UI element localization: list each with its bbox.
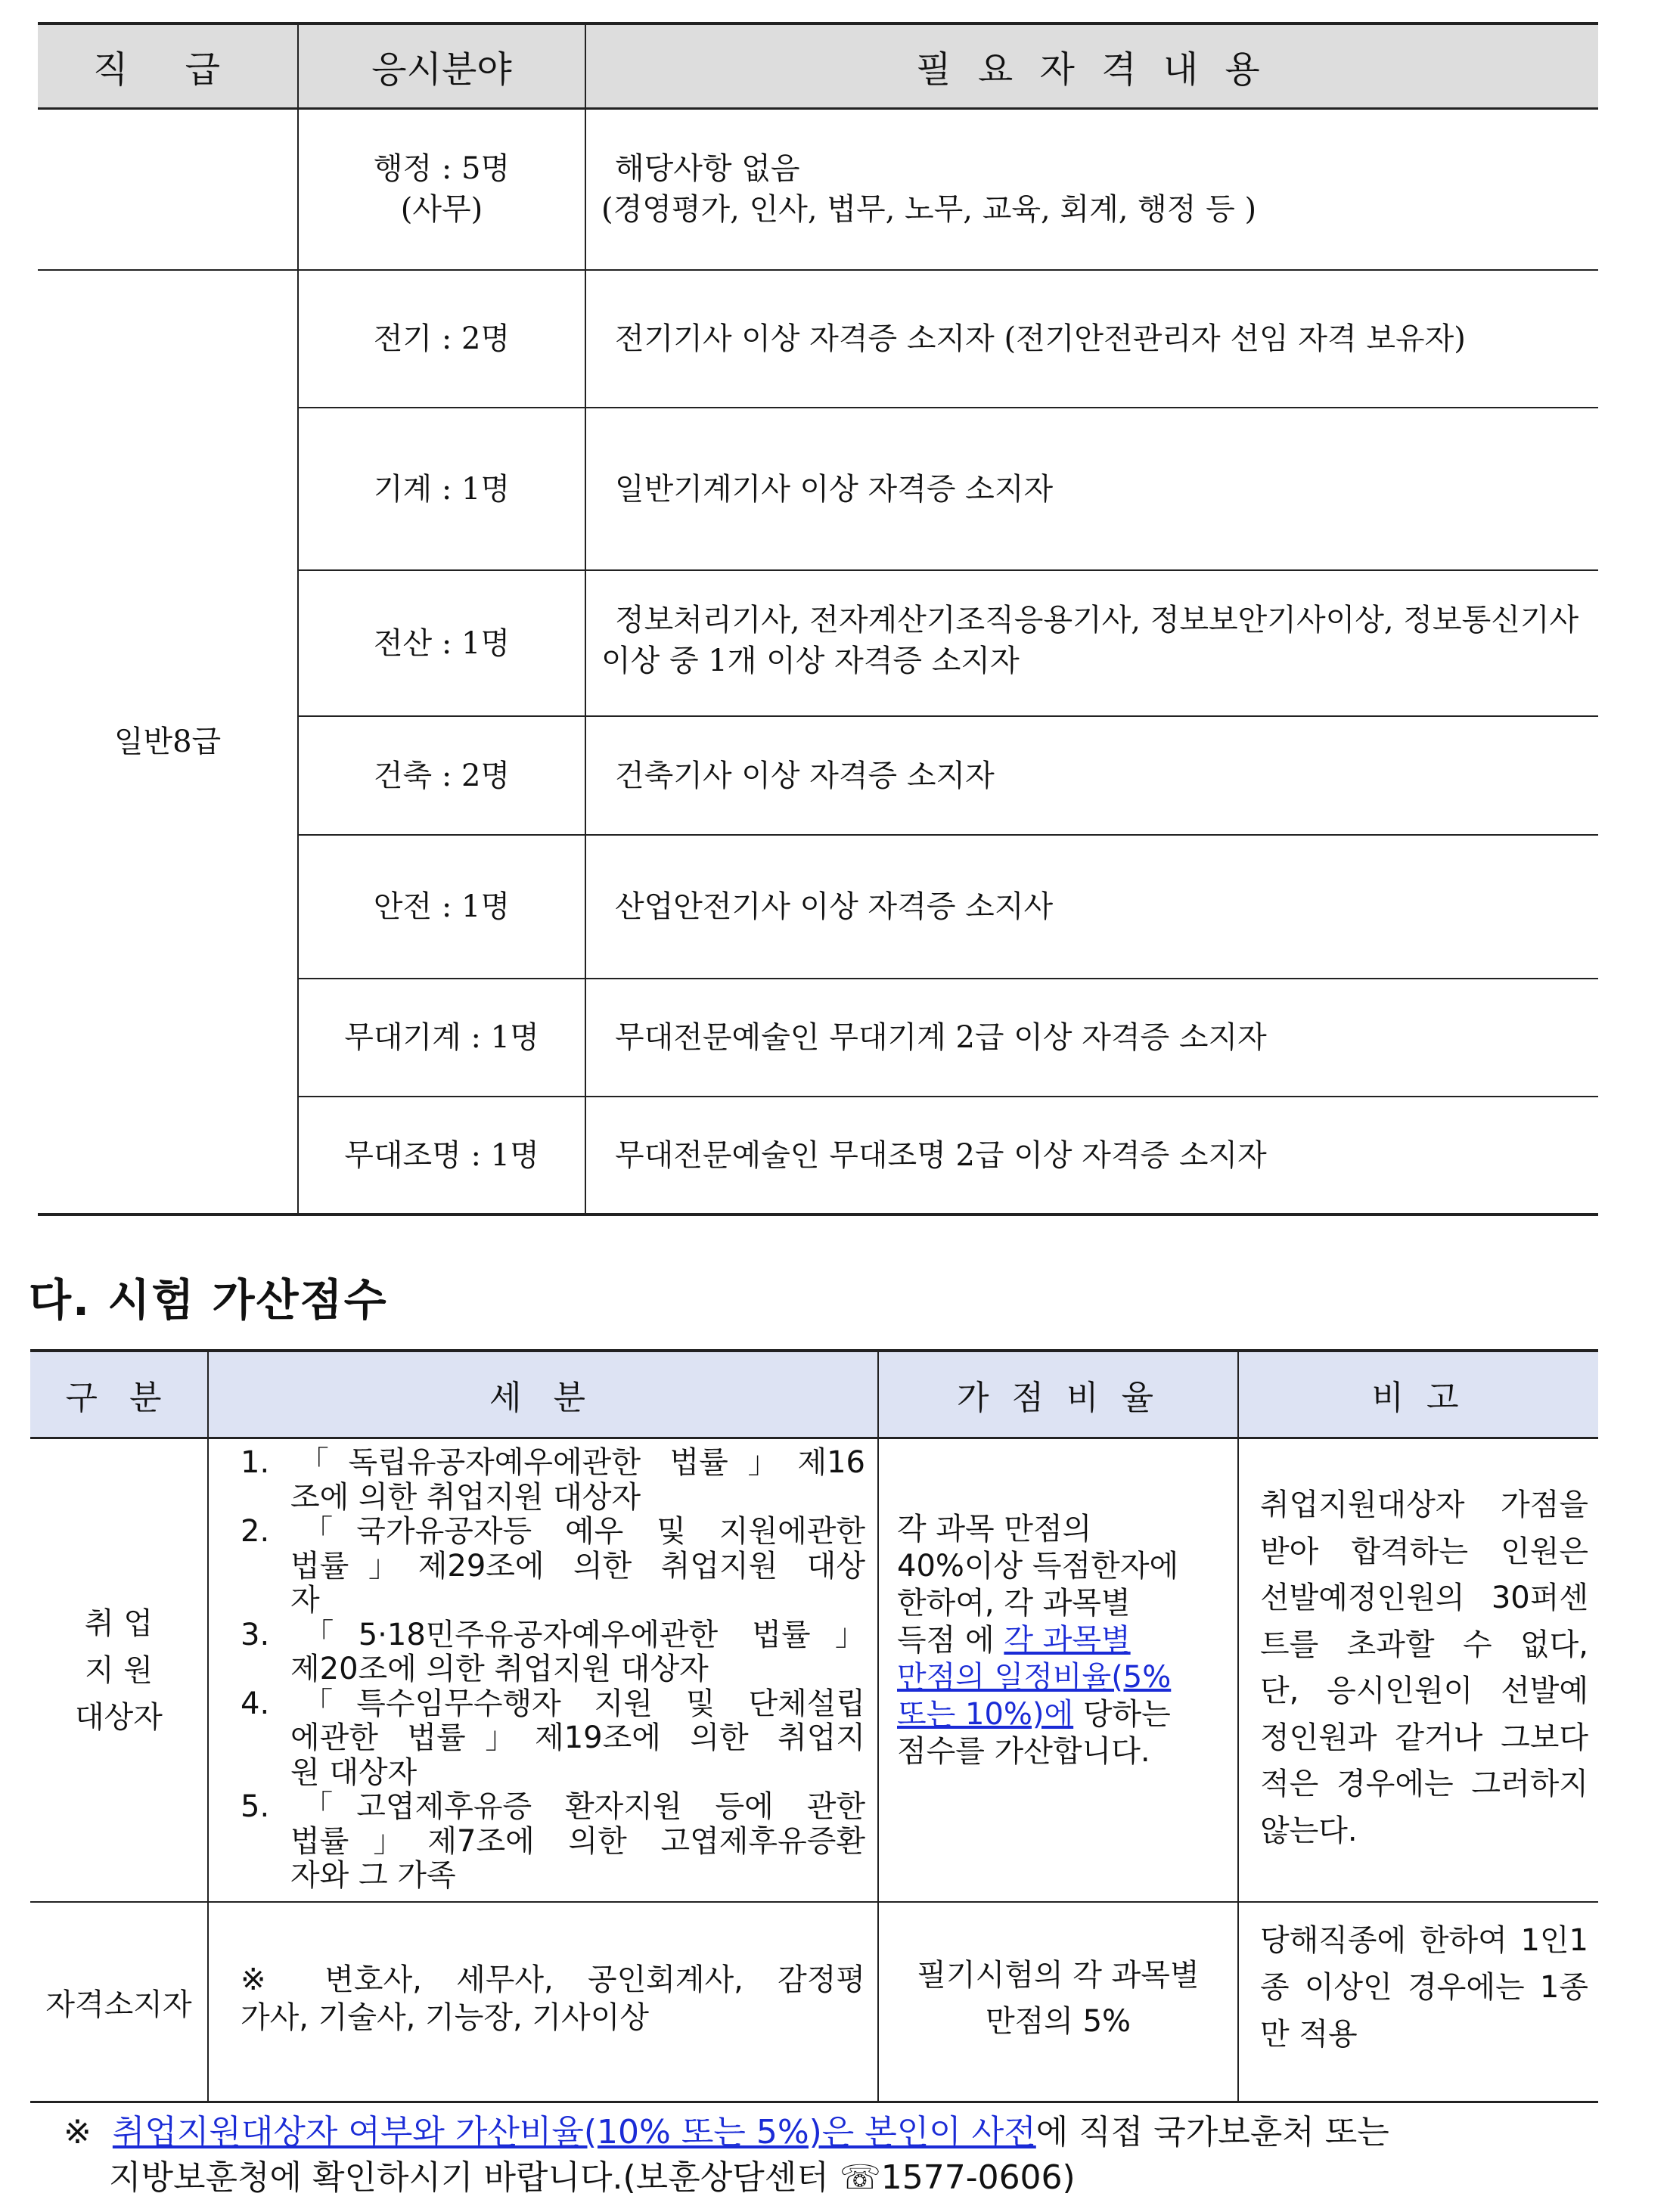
certificate-details: ※ 변호사, 세무사, 공인회계사, 감정평 가사, 기술사, 기능장, 기사이상 — [241, 1962, 865, 2035]
field-cell: 건축 : 2명 — [373, 758, 511, 793]
field-cell: 무대기계 : 1명 — [344, 1020, 539, 1055]
table2-header-note: 비 고 — [1371, 1378, 1465, 1417]
field-cell: 전기 : 2명 — [373, 321, 511, 356]
row-category-employment: 취 업 지 원 대상자 — [75, 1605, 163, 1735]
certificate-rate: 필기시험의 각 과목별 만점의 5% — [917, 1958, 1200, 2039]
footnote-highlight: 취업지원대상자 여부와 가산비율(10% 또는 5%)은 본인이 사전 — [112, 2113, 1036, 2152]
section-title: 다. 시험 가산점수 — [29, 1274, 388, 1326]
requirement-cell: 해당사항 없음 (경영평가, 인사, 법무, 노무, 교육, 회계, 행정 등 ) — [601, 151, 1257, 227]
employment-details-list: 1. 「독립유공자예우에관한 법률」제16 조에 의한 취업지원 대상자 2. 「국가유공자등 예우 및 지원에관한 법률」제29조에 의한 취업지원 대상 자 3. 「5·18민주유공자예우에관한 법률」 제20조에 의한 취업지원 대상자 4. 「특수임무수행자 지원 및 단체설립 에관한 법률」제19조에 의한 취업지 원 대상자 5. 「고엽제후유증 환자지원 등에 관한 법률」제7조에 의한 고엽제후유증환 자와 그 가족 — [241, 1445, 865, 1893]
requirement-cell: 일반기계기사 이상 자격증 소지자 — [615, 471, 1054, 507]
table1-header-field: 응시분야 — [371, 48, 512, 91]
requirement-cell: 무대전문예술인 무대기계 2급 이상 자격증 소지자 — [615, 1020, 1267, 1055]
row-category-certificate: 자격소지자 — [45, 1987, 192, 2022]
requirement-cell: 건축기사 이상 자격증 소지자 — [615, 758, 995, 793]
table2-header-category: 구 분 — [65, 1378, 172, 1417]
grade-cell: 일반8급 — [113, 724, 222, 759]
table2-header-details: 세 분 — [489, 1378, 596, 1417]
rate-highlight: 각 과목별 — [1004, 1623, 1131, 1658]
table1-header-grade: 직 급 — [93, 48, 243, 91]
field-cell: 기계 : 1명 — [373, 471, 511, 507]
field-cell: 무대조명 : 1명 — [344, 1137, 539, 1173]
table2-header-rate: 가 점 비 율 — [957, 1378, 1159, 1417]
requirement-cell: 무대전문예술인 무대조명 2급 이상 자격증 소지자 — [615, 1137, 1267, 1173]
requirement-cell: 전기기사 이상 자격증 소지자 (전기안전관리자 선임 자격 보유자) — [615, 321, 1466, 356]
footnote-mark: ※ — [64, 2113, 92, 2152]
rate-highlight: 만점의 일정비율(5% — [897, 1660, 1172, 1695]
requirement-cell: 정보처리기사, 전자계산기조직응용기사, 정보보안기사이상, 정보통신기사 이상 중 1개 이상 자격증 소지자 — [601, 603, 1579, 678]
footnote-line2: 지방보훈청에 확인하시기 바랍니다.(보훈상담센터 ☏1577-0606) — [109, 2158, 1076, 2197]
certificate-note: 당해직종에 한하여 1인1 종 이상인 경우에는 1종 만 적용 — [1260, 1923, 1588, 2052]
footnote: ※ 취업지원대상자 여부와 가산비율(10% 또는 5%)은 본인이 사전에 직접 국가보훈처 또는 지방보훈청에 확인하시기 바랍니다.(보훈상담센터 ☏1577-0606) — [64, 2110, 1546, 2201]
table1-header-requirement: 필 요 자 격 내 용 — [916, 48, 1268, 91]
rate-highlight: 또는 10%)에 — [897, 1697, 1074, 1732]
requirement-cell: 산업안전기사 이상 자격증 소지사 — [615, 889, 1054, 924]
field-cell: 안전 : 1명 — [373, 889, 511, 924]
employment-rate-text: 각 과목 만점의 40%이상 득점한자에 한하여, 각 과목별 득점 에 각 과목별 만점의 일정비율(5% 또는 10%)에 당하는 점수를 가산합니다. — [897, 1512, 1179, 1769]
field-cell: 행정 : 5명 (사무) — [373, 151, 511, 227]
employment-note-text: 취업지원대상자 가점을 받아 합격하는 인원은 선발예정인원의 30퍼센 트를 초과할 수 없다, 단, 응시인원이 선발예 정인원과 같거나 그보다 적은 경우에는 그러하지 않는다. — [1260, 1488, 1588, 1848]
field-cell: 전산 : 1명 — [373, 625, 511, 661]
